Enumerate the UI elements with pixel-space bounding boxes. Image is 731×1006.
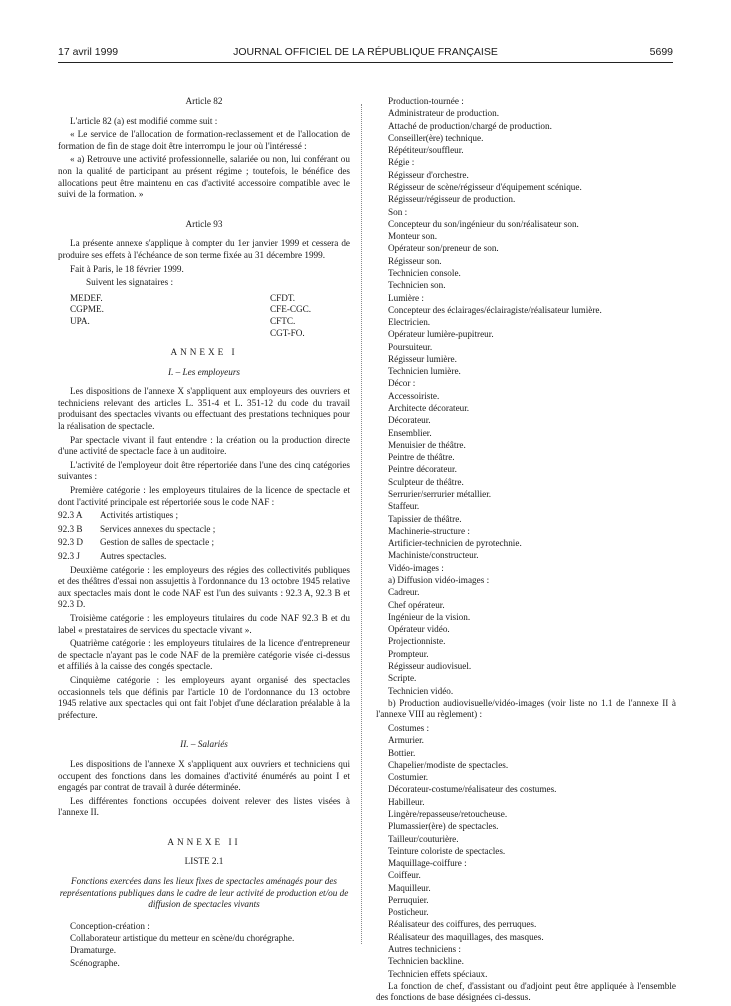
signatory: UPA. [70,315,90,326]
liste-intro: Fonctions exercées dans les lieux fixes de spectacles aménagés pour des représentations publiques dans le cadre de leur activité de production et/ou de diffusion de spectacles vivants [59,876,349,910]
list-item: Peintre décorateur. [388,464,457,475]
list-item: Teinture coloriste de spectacles. [388,845,506,856]
function-list [376,96,676,696]
list-item: Staffeur. [388,501,420,512]
list-item: Scripte. [388,673,417,684]
article-82-title: Article 82 [185,96,223,106]
article-82-paragraph: « a) Retrouve une activité professionnelle, salariée ou non, lui conférant ou non la qualité de participant au présent régime ; toutefois, le bénéfice des allocations peut être maintenu en cas d'activité accessoire compatible avec le suivi de la formation. » [58,154,350,200]
signatory: MEDEF. [70,292,103,303]
paragraph: Les différentes fonctions occupées doivent relever des listes visées à l'annexe II. [58,795,350,818]
list-item: Régisseur/régisseur de production. [388,194,516,205]
paragraph: L'activité de l'employeur doit être répertoriée dans l'une des cinq catégories suivantes : [58,459,350,482]
list-item: Son : [388,206,408,217]
list-item: Conseiller(ère) technique. [388,132,484,143]
list-item: 92.3 B Services annexes du spectacle ; [58,523,216,534]
list-item: Conception-création : [70,920,150,931]
left-column [58,96,350,970]
signatory: CFDT. [270,292,296,303]
list-item: Peintre de théâtre. [388,452,455,463]
list-item: Machinerie-structure : [388,525,470,536]
annexe-1-title: ANNEXE I [170,347,238,358]
section-employeurs-title: I. – Les employeurs [168,366,240,377]
list-item: 92.3 J Autres spectacles. [58,551,167,561]
list-item: Autres techniciens : [388,944,461,955]
closing-paragraph: La fonction de chef, d'assistant ou d'adjoint peut être appliquée à l'ensemble des fonctions de base désignées ci-dessus. [376,980,676,1003]
list-item: Maquilleur. [388,882,431,893]
list-item: Habilleur. [388,796,425,807]
liste-title: LISTE 2.1 [184,856,224,867]
list-item: Perruquier. [388,894,429,905]
list-item: Armurier. [388,735,424,746]
list-item: Chef opérateur. [388,599,445,610]
section-salaries-title: II. – Salariés [180,739,228,750]
header-rule [58,62,673,63]
list-item: Ensemblier. [388,427,432,438]
signatory: CGT-FO. [270,327,305,338]
list-item: a) Diffusion vidéo-images : [388,574,490,585]
list-item: Poursuiteur. [388,341,433,352]
list-item: Chapelier/modiste de spectacles. [388,759,509,770]
list-item: Lingère/repasseuse/retoucheuse. [388,808,508,819]
right-column [376,96,676,1006]
list-item: Tapissier de théâtre. [388,513,462,524]
column-separator [361,104,362,944]
signatories-heading: Suivent les signataires : [86,277,174,288]
signatories [58,293,350,339]
list-item: Production-tournée : [388,96,464,106]
list-item: Administrateur de production. [388,108,499,119]
list-item: Costumier. [388,772,429,783]
list-item: Régisseur son. [388,255,442,266]
naf-code-list [58,510,350,562]
list-item: Répétiteur/souffleur. [388,145,464,156]
list-item: Régisseur d'orchestre. [388,169,469,180]
signatory: CFTC. [270,315,296,326]
list-item: Artificier-technicien de pyrotechnie. [388,538,522,549]
paragraph: Première catégorie : les employeurs titulaires de la licence de spectacle et dont l'activité principale est répertoriée sous le code NAF : [58,485,350,507]
list-item: Vidéo-images : [388,562,444,573]
list-item: Régisseur audiovisuel. [388,660,472,671]
list-item: Opérateur vidéo. [388,624,450,635]
list-item: Technicien console. [388,267,461,278]
list-item: 92.3 D Gestion de salles de spectacle ; [58,537,215,548]
paragraph: Quatrième catégorie : les employeurs titulaires de la licence d'entrepreneur de spectacle n'ayant pas le code NAF de la première catégorie visée ci-dessus et affiliés à la caisse des congés spectacle. [58,638,350,672]
list-item: Bottier. [388,747,416,758]
list-item: Monteur son. [388,231,437,242]
list-item: Collaborateur artistique du metteur en scène/du chorégraphe. [70,933,295,944]
list-item: Lumière : [388,292,424,303]
list-item: Serrurier/serrurier métallier. [388,489,492,499]
list-item: Réalisateur des maquillages, des masques. [388,931,544,942]
list-item: Prompteur. [388,648,429,659]
list-item: Régisseur lumière. [388,353,457,364]
list-item: Projectionniste. [388,636,446,647]
list-item: Décor : [388,378,416,389]
annexe-2-title: ANNEXE II [167,836,241,847]
list-item: 92.3 A Activités artistiques ; [58,510,179,521]
list-item: Cadreur. [388,587,420,598]
signatory: CFE-CGC. [270,304,312,315]
list-item: Scénographe. [70,957,120,968]
list-item: b) Production audiovisuelle/vidéo-images (voir liste no 1.1 de l'annexe II à l'annexe VIII au règlement) : [376,697,676,720]
article-93-title: Article 93 [185,218,223,229]
done-at: Fait à Paris, le 18 février 1999. [70,263,184,274]
list-item: Electricien. [388,317,431,328]
page-header [58,46,673,62]
paragraph: Cinquième catégorie : les employeurs ayant organisé des spectacles occasionnels tels que définis par l'article 10 de l'ordonnance du 13 octobre 1945 relative aux spectacles qui ont fait l'objet d'une déclaration préalable à la préfecture. [58,674,350,720]
list-item: Sculpteur de théâtre. [388,476,464,487]
list-item: Technicien lumière. [388,366,461,377]
list-item: Attaché de production/chargé de production. [388,120,552,131]
list-item: Concepteur des éclairages/éclairagiste/réalisateur lumière. [388,304,602,315]
article-82-intro: L'article 82 (a) est modifié comme suit : [70,115,218,126]
list-item: Plumassier(ère) de spectacles. [388,821,499,832]
list-item: Maquillage-coiffure : [388,858,467,869]
list-item: Technicien backline. [388,956,464,967]
paragraph: Par spectacle vivant il faut entendre : la création ou la production directe d'une activité de spectacle face à un auditoire. [58,434,350,457]
page-number: 5699 [649,46,673,58]
list-item: Coiffeur. [388,870,421,881]
article-82-paragraph: « Le service de l'allocation de formation-reclassement et de l'allocation de formation de fin de stage doit être interrompu le jour où l'intéressé : [58,129,350,151]
list-item: Dramaturge. [70,945,117,956]
list-item: Machiniste/constructeur. [388,550,479,561]
paragraph: Deuxième catégorie : les employeurs des régies des collectivités publiques et des théâtres d'essai non assujettis à l'ordonnance du 13 octobre 1945 relative aux spectacles mais dont le code NAF est l'un des suivants : 92.3 A, 92.3 B et 92.3 D. [58,564,350,610]
signatory: CGPME. [70,304,104,315]
paragraph: Les dispositions de l'annexe X s'appliquent aux employeurs des ouvriers et techniciens relevant des articles L. 351-4 et L. 351-12 du code du travail produisant des spectacles vivants ou effectuant des prestations techniques pour la réalisation de spectacle. [58,386,350,432]
list-item: Architecte décorateur. [388,403,470,414]
list-item: Technicien son. [388,280,446,291]
list-item: Concepteur du son/ingénieur du son/réalisateur son. [388,218,579,229]
list-item: Ingénieur de la vision. [388,611,471,622]
list-item: Posticheur. [388,907,429,918]
list-item: Accessoiriste. [388,390,440,401]
list-item: Opérateur son/preneur de son. [388,243,499,254]
list-item: Décorateur. [388,415,431,426]
list-item: Réalisateur des coiffures, des perruques. [388,919,537,930]
list-item: Costumes : [388,722,430,733]
list-item: Technicien effets spéciaux. [388,968,488,979]
journal-title: JOURNAL OFFICIEL DE LA RÉPUBLIQUE FRANÇAISE [233,46,498,58]
header-date: 17 avril 1999 [58,46,119,58]
function-list [376,723,676,979]
list-item: Opérateur lumière-pupitreur. [388,329,494,340]
list-item: Décorateur-costume/réalisateur des costumes. [388,784,557,795]
paragraph: Les dispositions de l'annexe X s'appliquent aux ouvriers et techniciens qui occupent des fonctions dans les domaines d'activité énumérés au point I et engagés par contrat de travail à durée déterminée. [58,758,350,793]
list-item: Tailleur/couturière. [388,833,459,844]
list-item: Technicien vidéo. [388,685,454,696]
paragraph: Troisième catégorie : les employeurs titulaires du code NAF 92.3 B et du label « prestataires de services du spectacle vivant ». [58,612,350,635]
list-item: Menuisier de théâtre. [388,439,466,450]
list-item: Régie : [388,157,415,168]
article-93-paragraph: La présente annexe s'applique à compter du 1er janvier 1999 et cessera de produire ses effets à l'échéance de son terme fixée au 31 décembre 1999. [58,238,350,260]
list-item: Régisseur de scène/régisseur d'équipement scénique. [388,181,582,192]
